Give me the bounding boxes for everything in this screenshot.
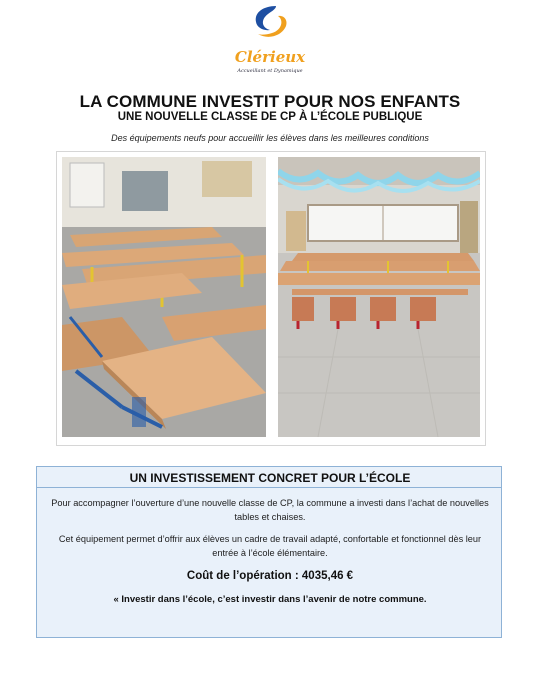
info-paragraph-2: Cet équipement permet d’offrir aux élèves un cadre de travail adapté, confortable et fonctionnel dès leur entrée à l’école élémentaire.	[58, 534, 482, 558]
closing-quote: « Investir dans l’école, c’est investir dans l’avenir de notre commune.	[113, 594, 427, 605]
info-box-divider	[37, 487, 501, 488]
logo-name: Clérieux	[234, 48, 306, 66]
info-box-title: UN INVESTISSEMENT CONCRET POUR L’ÉCOLE	[129, 471, 411, 485]
page-tagline: Des équipements neufs pour accueillir les élèves dans les meilleures conditions	[111, 133, 429, 143]
logo-mark-icon	[246, 4, 294, 48]
classroom-photo-desks	[62, 157, 266, 437]
classroom-photo-overview	[278, 157, 480, 437]
photo-frame	[56, 151, 486, 446]
page-subtitle: UNE NOUVELLE CLASSE DE CP À L’ÉCOLE PUBLIQUE	[117, 111, 423, 123]
logo-tagline: Accueillant et Dynamique	[237, 68, 303, 74]
operation-cost: Coût de l’opération : 4035,46 €	[186, 570, 354, 582]
page-title: LA COMMUNE INVESTIT POUR NOS ENFANTS	[79, 92, 461, 111]
info-paragraph-1: Pour accompagner l’ouverture d’une nouvelle classe de CP, la commune a investi dans l’achat de nouvelles tables et chaises.	[51, 498, 489, 522]
commune-logo	[232, 4, 308, 78]
